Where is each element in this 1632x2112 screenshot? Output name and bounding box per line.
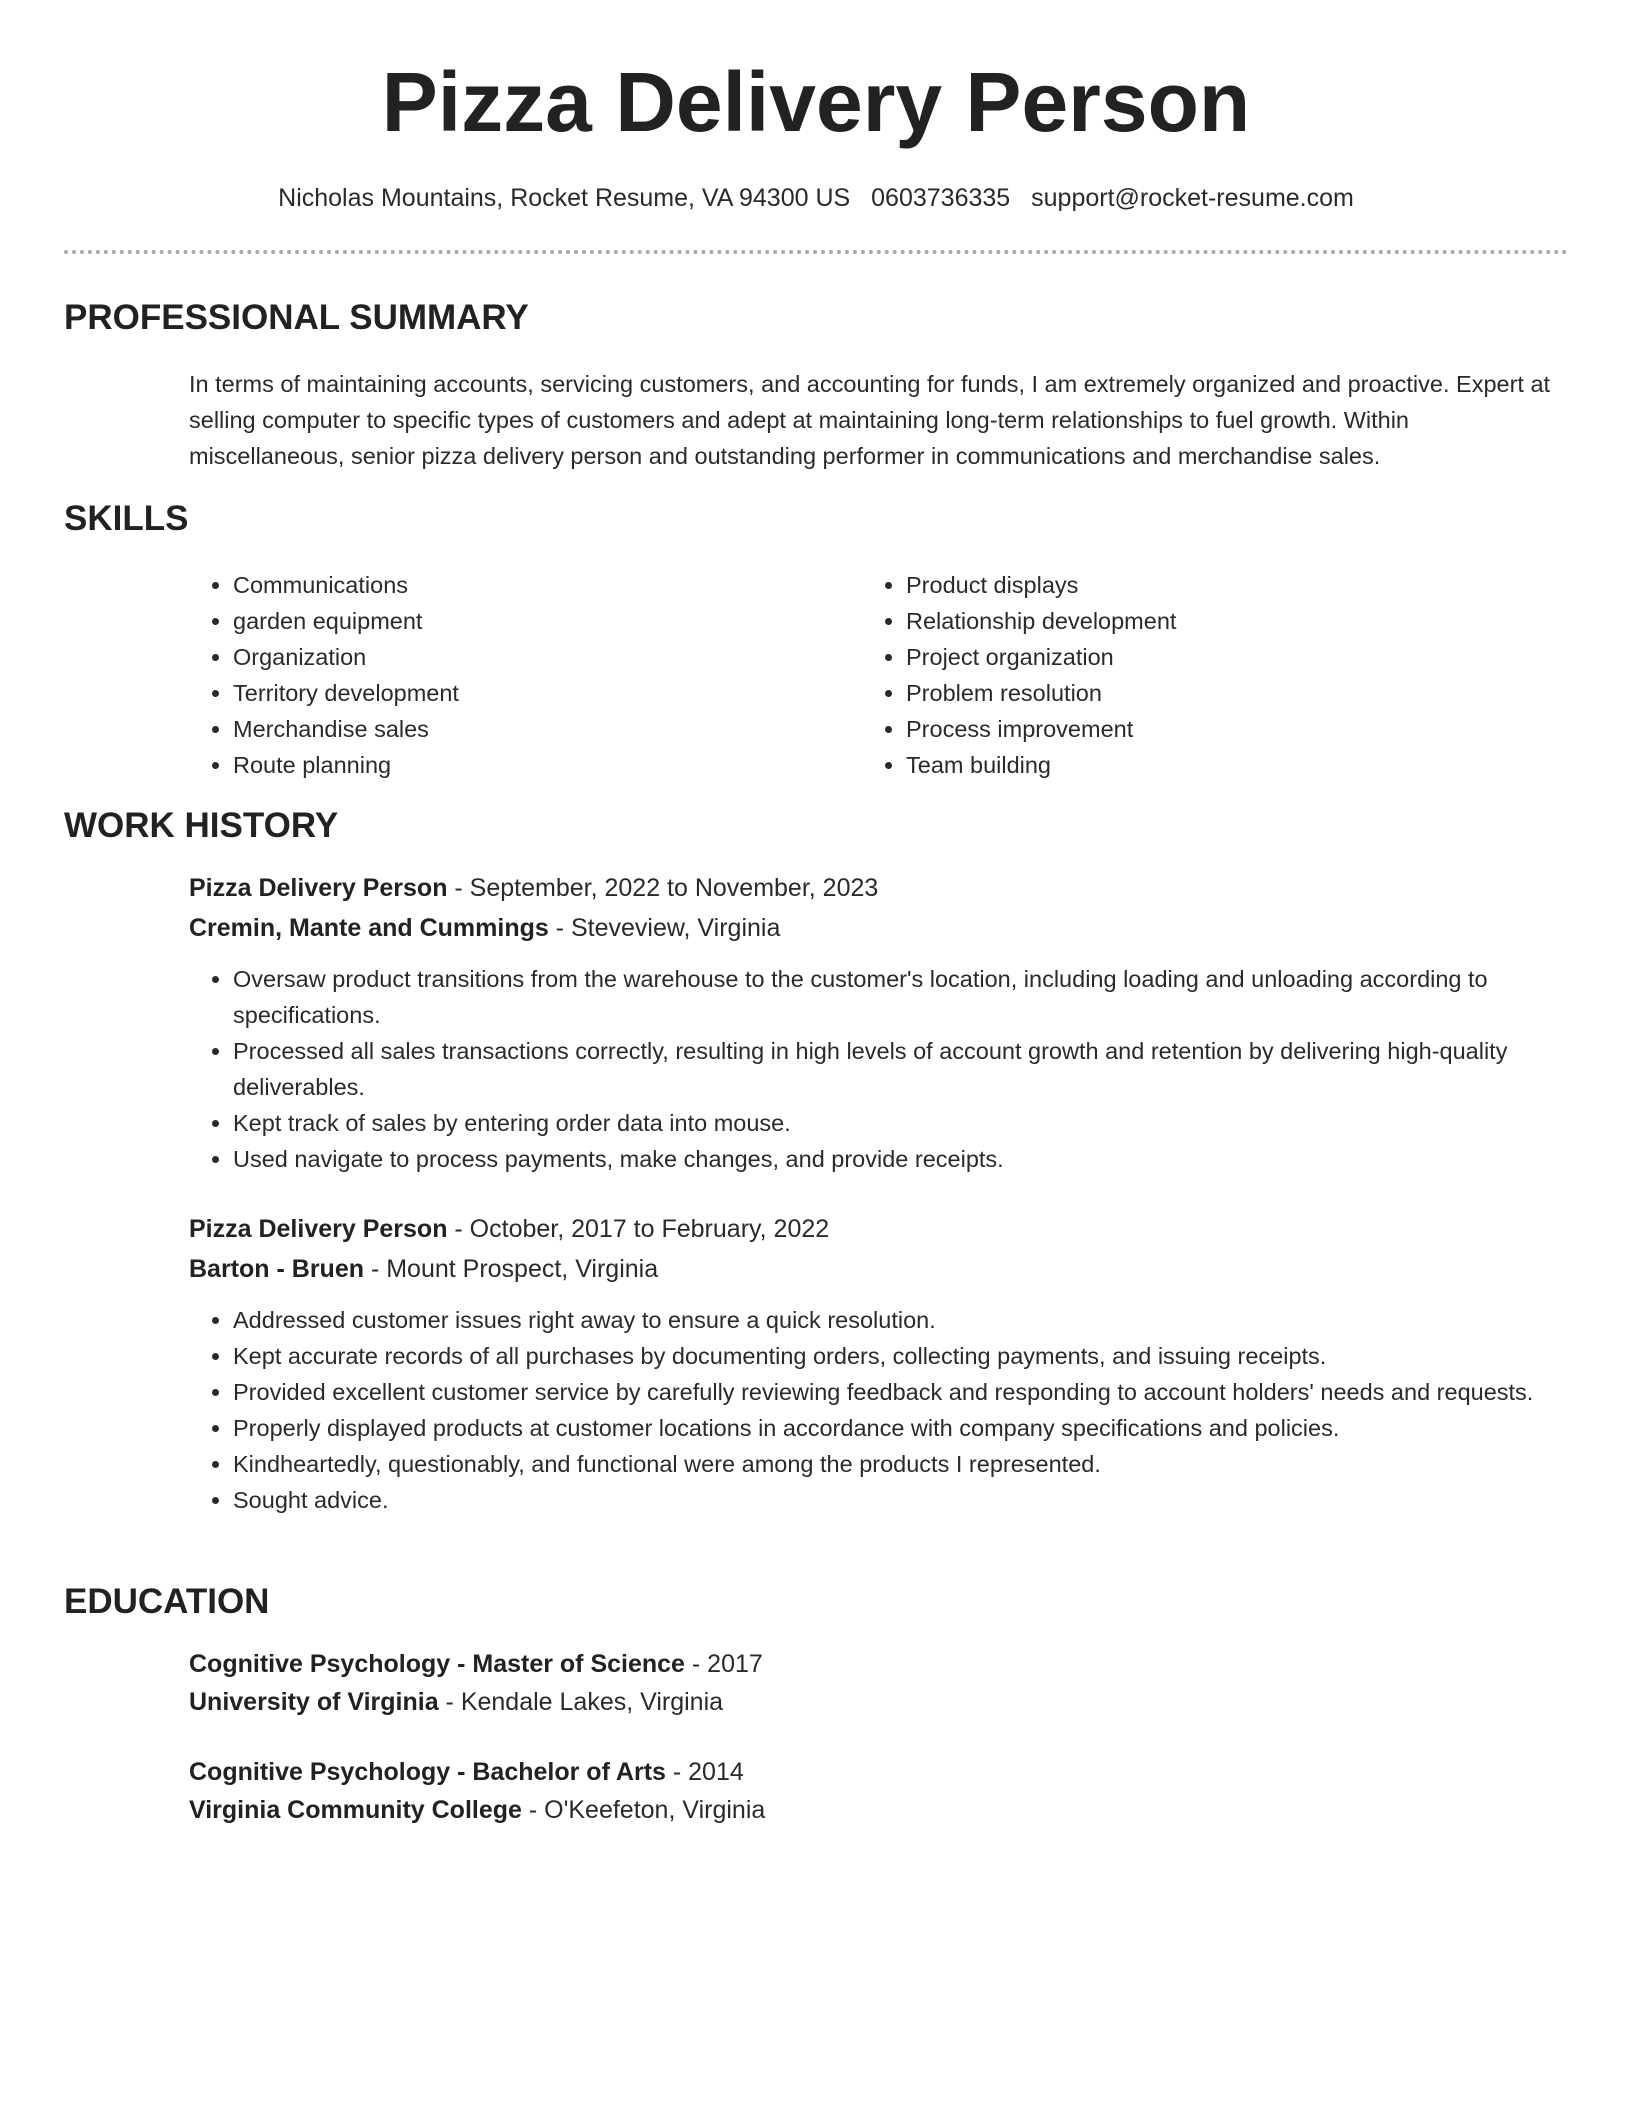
contact-email: support@rocket-resume.com <box>1031 184 1354 212</box>
education-degree: Cognitive Psychology - Master of Science <box>189 1650 685 1678</box>
resume-title: Pizza Delivery Person <box>381 55 1251 149</box>
skill-item: • Relationship development <box>906 603 1506 639</box>
job-bullets <box>189 1302 1583 1518</box>
education-degree-line <box>189 1646 763 1682</box>
job-location: - Mount Prospect, Virginia <box>364 1255 659 1283</box>
job-bullet: • Kept track of sales by entering order data into mouse. <box>233 1105 1583 1141</box>
contact-phone: 0603736335 <box>871 184 1011 212</box>
skill-item: • Project organization <box>906 639 1506 675</box>
job-dates: - September, 2022 to November, 2023 <box>447 874 879 902</box>
education-school-line <box>189 1684 723 1720</box>
job-bullet: • Kept accurate records of all purchases by documenting orders, collecting payments, and issuing receipts. <box>233 1338 1583 1374</box>
skill-item: • Product displays <box>906 567 1506 603</box>
job-bullet: • Used navigate to process payments, make changes, and provide receipts. <box>233 1141 1583 1177</box>
education-school: Virginia Community College <box>189 1796 522 1824</box>
skill-item: • Process improvement <box>906 711 1506 747</box>
job-company-line <box>189 910 780 946</box>
job-bullet: • Kindheartedly, questionably, and functional were among the products I represented. <box>233 1446 1583 1482</box>
education-school: University of Virginia <box>189 1688 439 1716</box>
job-bullets <box>189 961 1583 1177</box>
job-company: Cremin, Mante and Cummings <box>189 914 549 942</box>
job-company: Barton - Bruen <box>189 1255 364 1283</box>
education-degree-line <box>189 1754 744 1790</box>
job-bullet: • Properly displayed products at customer locations in accordance with company specifications and policies. <box>233 1410 1583 1446</box>
job-location: - Steveview, Virginia <box>548 914 781 942</box>
job-title: Pizza Delivery Person <box>189 874 448 902</box>
education-year: - 2014 <box>665 1758 744 1786</box>
job-bullet: • Addressed customer issues right away to ensure a quick resolution. <box>233 1302 1583 1338</box>
education-heading: EDUCATION <box>64 1582 270 1621</box>
header-divider <box>64 250 1568 254</box>
job-bullet: • Provided excellent customer service by carefully reviewing feedback and responding to account holders' needs and requests. <box>233 1374 1583 1410</box>
skills-list-left <box>189 567 833 783</box>
summary-heading: PROFESSIONAL SUMMARY <box>64 298 529 337</box>
skills-heading: SKILLS <box>64 499 189 538</box>
education-degree: Cognitive Psychology - Bachelor of Arts <box>189 1758 666 1786</box>
skill-item: • Merchandise sales <box>233 711 833 747</box>
job-bullet: • Oversaw product transitions from the warehouse to the customer's location, including loading and unloading according to specifications. <box>233 961 1583 1033</box>
education-year: - 2017 <box>684 1650 763 1678</box>
job-dates: - October, 2017 to February, 2022 <box>447 1215 830 1243</box>
skill-item: • Route planning <box>233 747 833 783</box>
education-location: - O'Keefeton, Virginia <box>521 1796 766 1824</box>
education-location: - Kendale Lakes, Virginia <box>438 1688 724 1716</box>
contact-info <box>0 180 1632 216</box>
job-title-line <box>189 870 878 906</box>
education-school-line <box>189 1792 765 1828</box>
skills-list-right <box>862 567 1506 783</box>
skill-item: • Organization <box>233 639 833 675</box>
work-heading: WORK HISTORY <box>64 806 339 845</box>
skill-item: • Problem resolution <box>906 675 1506 711</box>
job-title: Pizza Delivery Person <box>189 1215 448 1243</box>
skill-item: • Team building <box>906 747 1506 783</box>
job-company-line <box>189 1251 658 1287</box>
skill-item: • Territory development <box>233 675 833 711</box>
summary-text: In terms of maintaining accounts, servicing customers, and accounting for funds, I am extremely organized and proactive. Expert at selling computer to specific types of customers and adept at maintaining long-term relationships to fuel growth. Within miscellaneous, senior pizza delivery person and outstanding performer in communications and merchandise sales. <box>189 371 1551 469</box>
skill-item: • garden equipment <box>233 603 833 639</box>
skill-item: • Communications <box>233 567 833 603</box>
job-bullet: • Processed all sales transactions correctly, resulting in high levels of account growth and retention by delivering high-quality deliverables. <box>233 1033 1583 1105</box>
contact-address: Nicholas Mountains, Rocket Resume, VA 94300 US <box>278 184 851 212</box>
job-bullet: • Sought advice. <box>233 1482 1583 1518</box>
job-title-line <box>189 1211 829 1247</box>
